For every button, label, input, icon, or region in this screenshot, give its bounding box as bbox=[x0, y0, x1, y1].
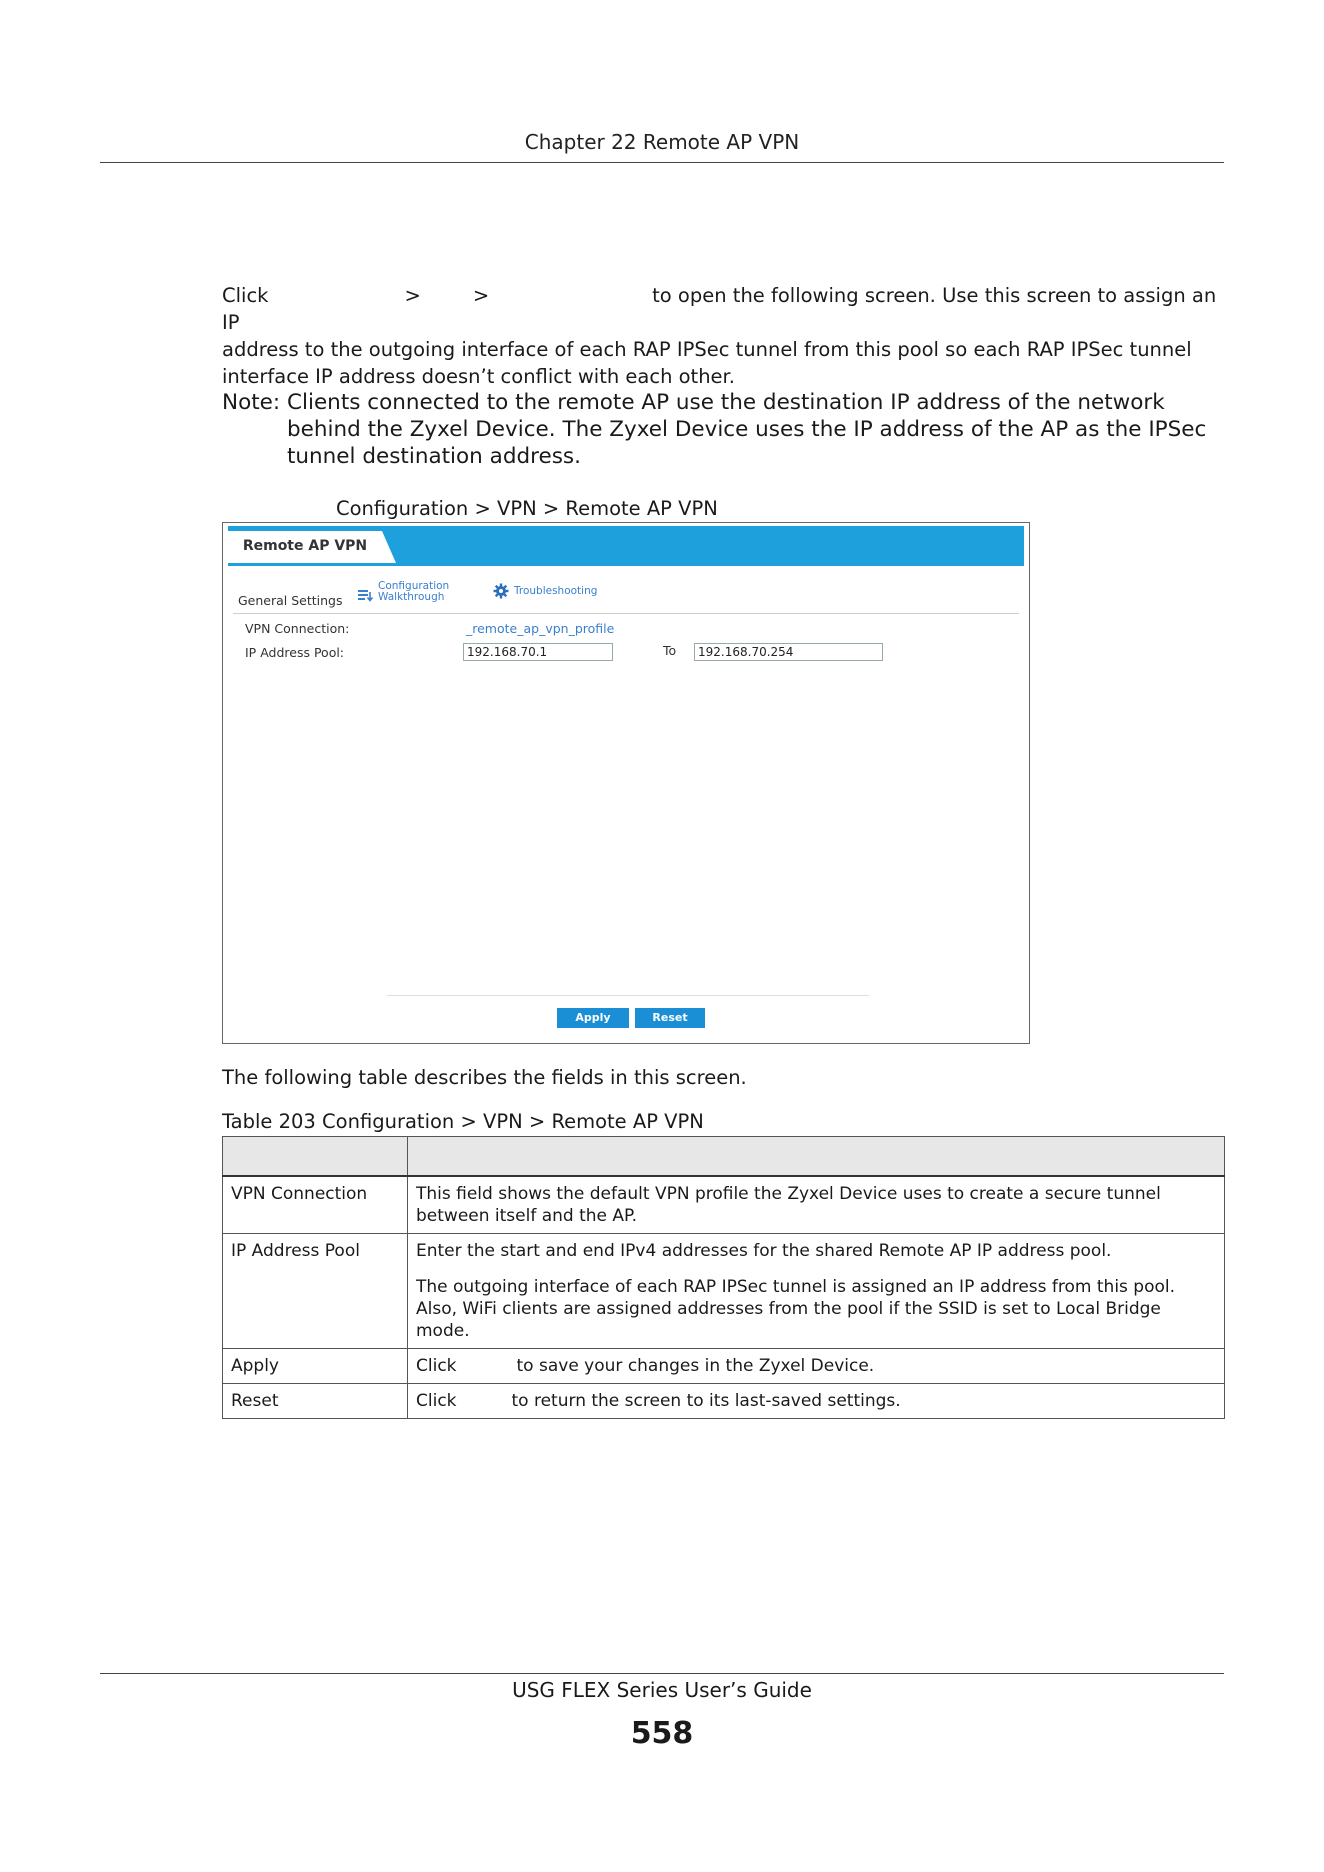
ip-pool-label: IP Address Pool: bbox=[245, 645, 345, 660]
figure-caption: Configuration > VPN > Remote AP VPN bbox=[336, 497, 718, 520]
note-block bbox=[222, 389, 1232, 470]
row-description bbox=[408, 1349, 1225, 1384]
row-click-word: Click bbox=[416, 1391, 457, 1411]
table-caption: Table 203 Configuration > VPN > Remote AP VPN bbox=[222, 1110, 704, 1133]
row-description bbox=[408, 1234, 1225, 1349]
reset-button[interactable]: Reset bbox=[635, 1008, 705, 1028]
configuration-walkthrough-link[interactable] bbox=[378, 581, 449, 603]
walkthrough-icon[interactable] bbox=[358, 589, 374, 603]
tab-notch bbox=[382, 531, 396, 563]
intro-line-1-rest: to open the following screen. Use this screen to assign an IP bbox=[222, 284, 1217, 334]
general-settings-heading: General Settings bbox=[238, 593, 343, 608]
guide-title: USG FLEX Series User’s Guide bbox=[512, 1678, 812, 1702]
row-label: Apply bbox=[223, 1349, 408, 1384]
footer-rule bbox=[100, 1673, 1224, 1674]
table-header-label bbox=[223, 1137, 408, 1177]
walkthrough-line-1: Configuration bbox=[378, 580, 450, 592]
section-divider bbox=[233, 613, 1019, 614]
vpn-connection-link[interactable]: _remote_ap_vpn_profile bbox=[466, 621, 615, 636]
footer-divider bbox=[387, 995, 869, 996]
chapter-header: Chapter 22 Remote AP VPN bbox=[524, 130, 800, 154]
intro-line-2: address to the outgoing interface of each RAP IPSec tunnel from this pool so each RAP IPSec tunnel bbox=[222, 338, 1192, 361]
table-header-description bbox=[408, 1137, 1225, 1177]
header-rule bbox=[100, 162, 1224, 163]
to-label: To bbox=[663, 643, 677, 658]
note-label: Note: bbox=[222, 390, 281, 415]
table-row bbox=[223, 1234, 1225, 1349]
row-description bbox=[408, 1176, 1225, 1234]
row-click-word: Click bbox=[416, 1356, 457, 1376]
intro-paragraph bbox=[222, 282, 1232, 390]
row-description-text: to save your changes in the Zyxel Device. bbox=[516, 1356, 875, 1376]
row-description bbox=[408, 1384, 1225, 1419]
intro-sep-1: > bbox=[404, 284, 421, 307]
note-text: Clients connected to the remote AP use the destination IP address of the network behind the Zyxel Device. The Zyxel Device uses the IP address of the AP as the IPSec tunnel destination address. bbox=[287, 390, 1207, 469]
table-header-row bbox=[223, 1137, 1225, 1177]
table-row bbox=[223, 1349, 1225, 1384]
ip-pool-end-input[interactable] bbox=[694, 643, 883, 661]
intro-line-1 bbox=[222, 282, 1232, 336]
row-description-text-2: The outgoing interface of each RAP IPSec tunnel is assigned an IP address from this pool. Also, WiFi clients are assigned addresses from the pool if the SSID is set to Local Bridge mode. bbox=[416, 1277, 1176, 1341]
apply-button[interactable]: Apply bbox=[557, 1008, 629, 1028]
intro-line-3: interface IP address doesn’t conflict with each other. bbox=[222, 365, 735, 388]
intro-sep-2: > bbox=[472, 284, 490, 307]
row-description-text: This field shows the default VPN profile the Zyxel Device uses to create a secure tunnel between itself and the AP. bbox=[416, 1184, 1161, 1226]
row-label: Reset bbox=[223, 1384, 408, 1419]
table-row bbox=[223, 1176, 1225, 1234]
page-number: 558 bbox=[630, 1716, 694, 1751]
gear-icon[interactable] bbox=[493, 583, 509, 599]
vpn-connection-label: VPN Connection: bbox=[245, 621, 350, 636]
row-description-text: Enter the start and end IPv4 addresses for the shared Remote AP IP address pool. bbox=[416, 1241, 1112, 1261]
intro-click-word: Click bbox=[222, 284, 269, 307]
field-description-table bbox=[222, 1136, 1225, 1419]
row-label: IP Address Pool bbox=[223, 1234, 408, 1349]
tab-remote-ap-vpn[interactable]: Remote AP VPN bbox=[228, 531, 382, 563]
troubleshooting-link[interactable]: Troubleshooting bbox=[514, 585, 598, 597]
table-intro: The following table describes the fields in this screen. bbox=[222, 1066, 747, 1089]
remote-ap-vpn-screen bbox=[222, 522, 1030, 1044]
ip-pool-start-input[interactable] bbox=[463, 643, 613, 661]
row-label: VPN Connection bbox=[223, 1176, 408, 1234]
walkthrough-line-2: Walkthrough bbox=[378, 591, 445, 603]
row-description-text: to return the screen to its last-saved settings. bbox=[511, 1391, 901, 1411]
table-row bbox=[223, 1384, 1225, 1419]
